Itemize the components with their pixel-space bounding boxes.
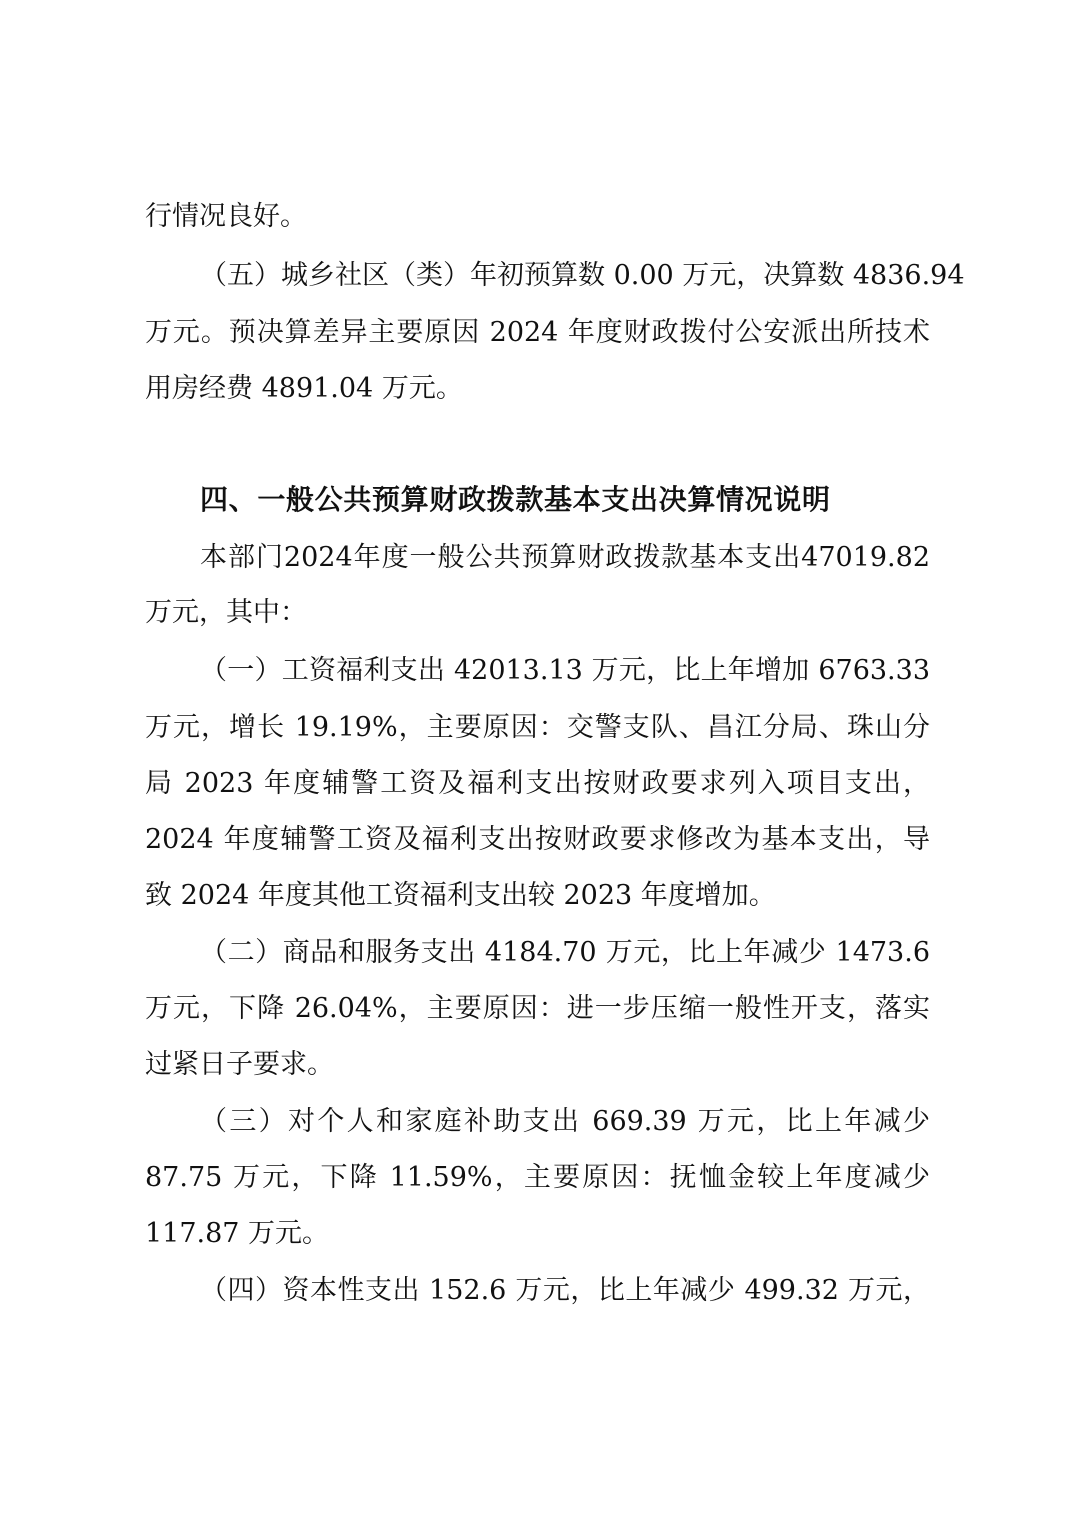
text: 117.87 万元。 [145,1218,330,1249]
paragraph-line [0,530,1074,586]
paragraph-line [0,643,1074,699]
paragraph-line [0,812,1074,868]
text: 87.75 万元，下降 11.59%，主要原因：抚恤金较上年度减少 [145,1162,930,1193]
text: 本部门2024年度一般公共预算财政拨款基本支出47019.82 [200,542,930,573]
paragraph-line [0,1206,1074,1262]
paragraph-line [0,756,1074,812]
paragraph-line [0,305,1074,361]
text: （五）城乡社区（类）年初预算数 0.00 万元，决算数 4836.94 [200,260,965,291]
text: 万元，其中： [145,597,307,628]
text: 致 2024 年度其他工资福利支出较 2023 年度增加。 [145,880,776,911]
heading-text: 四、一般公共预算财政拨款基本支出决算情况说明 [200,483,830,516]
text: （二）商品和服务支出 4184.70 万元，比上年减少 1473.6 [200,937,930,968]
text: （一）工资福利支出 42013.13 万元，比上年增加 6763.33 [200,655,930,686]
text: 万元，增长 19.19%，主要原因：交警支队、昌江分局、珠山分 [145,712,930,743]
text: （三）对个人和家庭补助支出 669.39 万元，比上年减少 [200,1106,930,1137]
section-heading [0,472,1074,528]
text: 过紧日子要求。 [145,1049,334,1080]
text: 万元，下降 26.04%，主要原因：进一步压缩一般性开支，落实 [145,993,930,1024]
paragraph-line [0,868,1074,924]
text: 万元。预决算差异主要原因 2024 年度财政拨付公安派出所技术 [145,317,930,348]
text-line [0,189,1074,245]
paragraph-line [0,1094,1074,1150]
paragraph-line [0,925,1074,981]
paragraph-line [0,1037,1074,1093]
paragraph-line [0,1263,1074,1319]
paragraph-line [0,585,1074,641]
text: （四）资本性支出 152.6 万元，比上年减少 499.32 万元， [200,1275,930,1306]
text: 局 2023 年度辅警工资及福利支出按财政要求列入项目支出， [145,768,930,799]
paragraph-line [0,248,1074,304]
paragraph-line [0,981,1074,1037]
text: 用房经费 4891.04 万元。 [145,373,463,404]
text: 2024 年度辅警工资及福利支出按财政要求修改为基本支出，导 [145,824,930,855]
paragraph-line [0,1150,1074,1206]
paragraph-line [0,361,1074,417]
text: 行情况良好。 [145,201,307,232]
paragraph-line [0,700,1074,756]
